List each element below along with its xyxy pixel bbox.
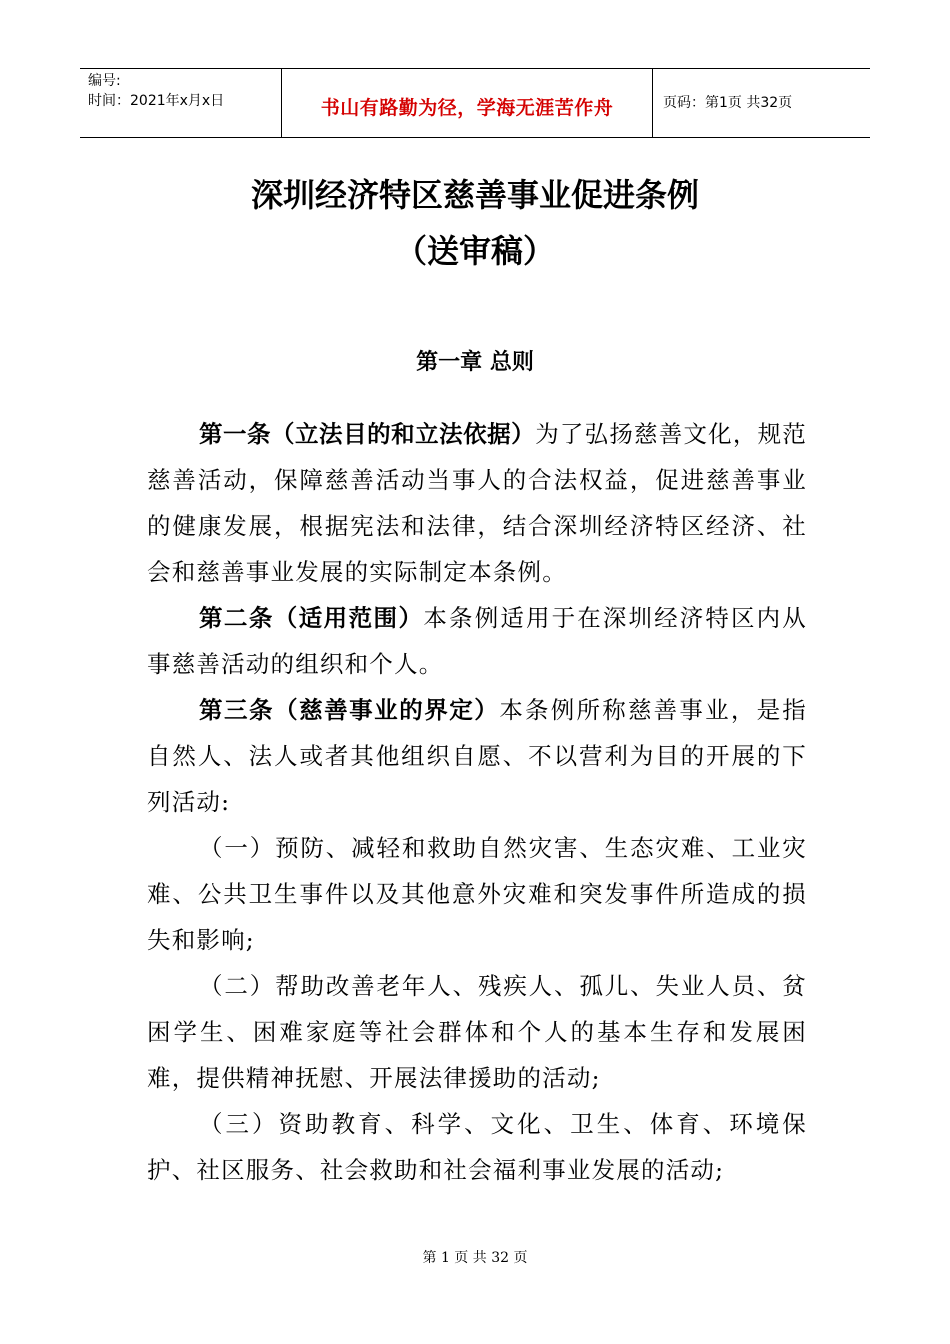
list-item-paragraph — [147, 1101, 807, 1193]
document-title: 深圳经济特区慈善事业促进条例 — [250, 176, 699, 214]
article-text: 本条例所称慈善事业，是指自然人、法人或者其他组织自愿、不以营利为目的开展的下列活动: — [147, 696, 807, 816]
article-paragraph — [147, 411, 807, 595]
article-heading: 第一条（立法目的和立法依据） — [199, 420, 536, 448]
document-date: 时间：2021年x月x日 — [88, 93, 225, 109]
document-header — [80, 68, 870, 138]
header-motto: 书山有路勤为径，学海无涯苦作舟 — [320, 97, 614, 119]
list-item-text: （二）帮助改善老年人、残疾人、孤儿、失业人员、贫困学生、困难家庭等社会群体和个人的基本生存和发展困难，提供精神抚慰、开展法律援助的活动; — [147, 972, 807, 1092]
list-item-text: （三）资助教育、科学、文化、卫生、体育、环境保护、社区服务、社会救助和社会福利事业发展的活动; — [147, 1110, 807, 1184]
chapter-heading: 第一章 总则 — [416, 350, 534, 375]
article-text: 本条例适用于在深圳经济特区内从事慈善活动的组织和个人。 — [147, 604, 808, 678]
document-subtitle: （送审稿） — [394, 232, 555, 270]
article-heading: 第二条（适用范围） — [199, 604, 424, 632]
page-footer: 第 1 页 共 32 页 — [422, 1250, 528, 1266]
article-text: 为了弘扬慈善文化，规范慈善活动，保障慈善活动当事人的合法权益，促进慈善事业的健康发展，根据宪法和法律，结合深圳经济特区经济、社会和慈善事业发展的实际制定本条例。 — [147, 420, 808, 586]
document-number-label: 编号: — [88, 73, 121, 89]
article-paragraph — [147, 687, 807, 825]
document-body — [147, 411, 807, 1193]
list-item-text: （一）预防、减轻和救助自然灾害、生态灾难、工业灾难、公共卫生事件以及其他意外灾难和突发事件所造成的损失和影响; — [147, 834, 807, 954]
article-heading: 第三条（慈善事业的界定） — [199, 696, 500, 724]
header-motto-cell — [282, 69, 653, 137]
header-meta-cell — [80, 69, 282, 137]
list-item-paragraph — [147, 963, 807, 1101]
header-page-number: 页码：第1页 共32页 — [663, 95, 793, 111]
list-item-paragraph — [147, 825, 807, 963]
header-page-cell — [653, 69, 870, 137]
article-paragraph — [147, 595, 807, 687]
